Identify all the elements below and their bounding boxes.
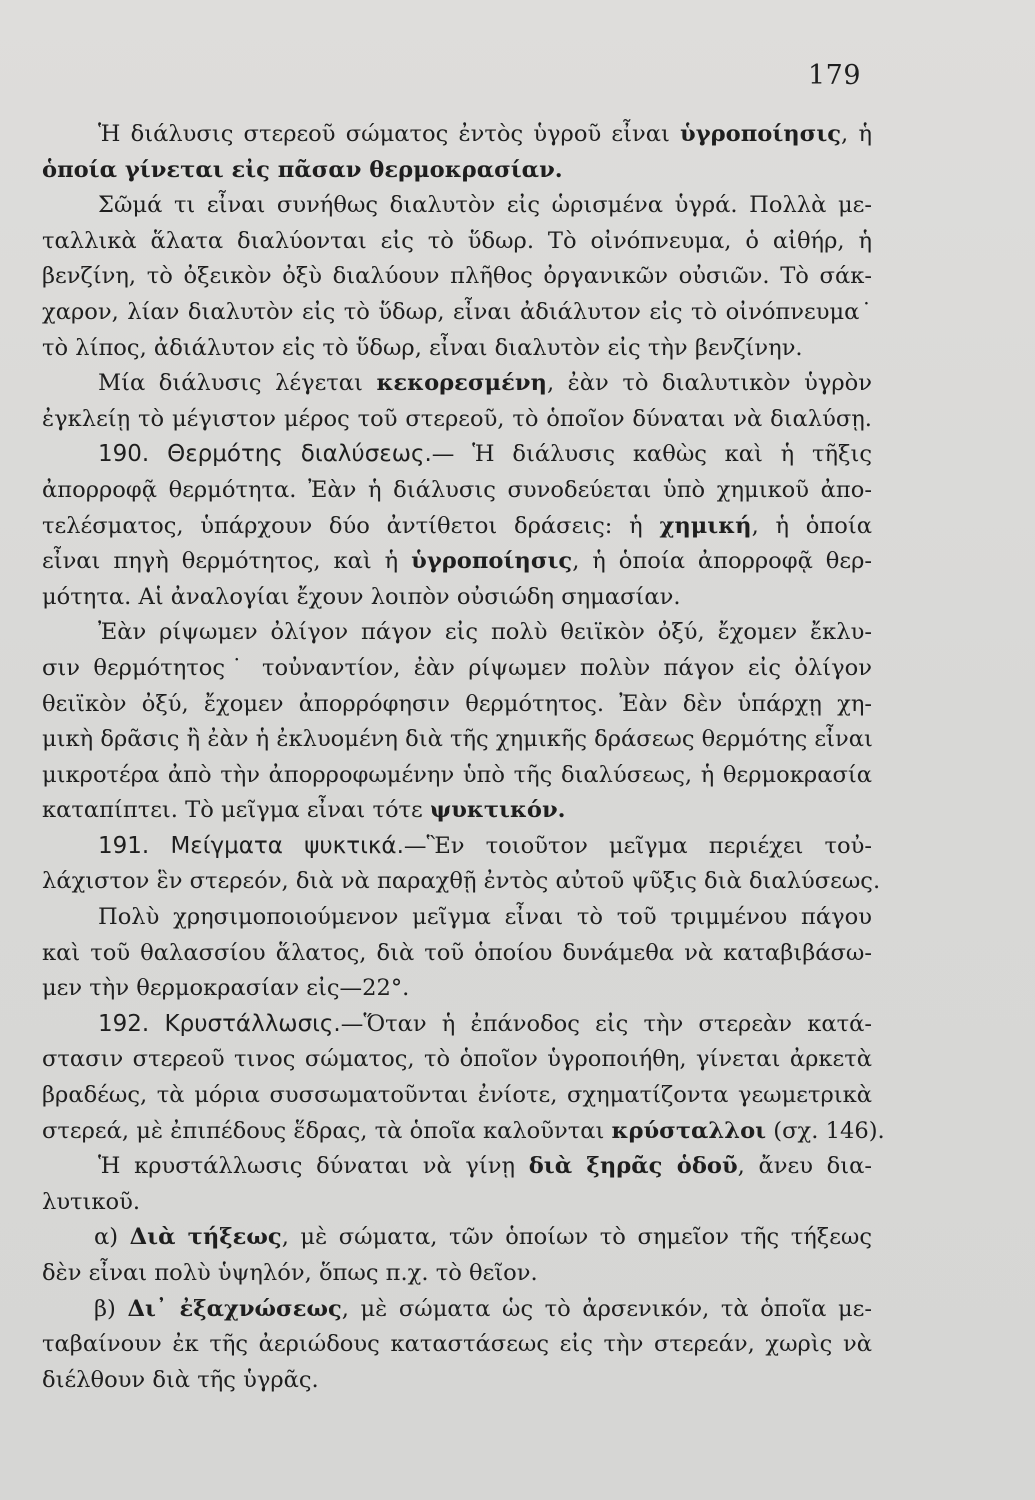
section-heading: 190. Θερμότης διαλύσεως. [98,441,432,468]
text-line [42,971,872,1007]
text-line [42,1185,872,1221]
text-segment: διέλθουν διὰ τῆς ὑγρᾶς. [42,1366,319,1393]
text-segment: βραδέως, τὰ μόρια συσσωματοῦνται ἐνίοτε, σχηματίζοντα γεωμετρικὰ [42,1082,872,1109]
text-segment: στασιν στερεοῦ τινος σώματος, τὸ ὁποῖον ὑγροποιήθη, γίνεται ἀρκετὰ [42,1046,872,1073]
bold-term: ὑγροποίησις [411,548,573,575]
text-line [42,1114,885,1150]
text-segment: , μὲ σώματα ὡς τὸ ἀρσενικόν, τὰ ὁποῖα με- [341,1295,872,1322]
text-line [42,1149,872,1185]
text-line [42,864,881,900]
text-segment: (σχ. 146). [766,1117,885,1144]
text-segment: , μὲ σώματα, τῶν ὁποίων τὸ σημεῖον τῆς τήξεως [281,1224,873,1251]
text-segment: σιν θερμότητος˙ τοὐναντίον, ἐὰν ρίψωμεν πολὺν πάγον εἰς ὀλίγον [42,654,872,681]
text-line [42,331,872,367]
text-line [42,402,872,438]
section-heading: 191. Μείγματα ψυκτικά. [98,832,404,859]
text-segment: βενζίνη, τὸ ὀξεικὸν ὀξὺ διαλύουν πλῆθος ὀργανικῶν οὐσιῶν. Τὸ σάκ- [42,263,872,290]
bold-term: ὁποία γίνεται εἰς πᾶσαν θερμοκρασίαν. [42,156,563,183]
text-segment: , ἡ ὁποία [751,512,872,539]
text-segment: , ἡ [841,121,872,147]
text-line [42,722,872,758]
text-line [42,437,872,473]
text-segment: ἐγκλείῃ τὸ μέγιστον μέρος τοῦ στερεοῦ, τὸ ὁποῖον δύναται νὰ διαλύσῃ. [42,405,872,432]
bold-term: κεκορεσμένη [376,370,547,397]
text-line [42,473,872,509]
text-line [42,1363,872,1399]
text-line [42,259,872,295]
text-segment: ἀπορροφᾷ θερμότητα. Ἐὰν ἡ διάλυσις συνοδεύεται ὑπὸ χημικοῦ ἀπο- [42,476,872,503]
text-segment: Μία διάλυσις λέγεται [98,370,377,397]
text-line [42,1078,872,1114]
text-segment: μεν τὴν θερμοκρασίαν εἰς—22°. [42,975,410,1002]
text-line [42,615,872,651]
bold-term: Διὰ τήξεως [129,1224,282,1251]
text-segment: , ἐὰν τὸ διαλυτικὸν ὑγρὸν [546,370,872,397]
text-segment: τελέσματος, ὑπάρχουν δύο ἀντίθετοι δράσεις: ἡ [42,512,660,539]
text-line [42,509,872,545]
text-segment: καταπίπτει. Τὸ μεῖγμα εἶναι τότε [42,797,430,824]
text-segment: Ἡ διάλυσις στερεοῦ σώματος ἐντὸς ὑγροῦ εἶναι [98,121,681,147]
text-line [42,793,872,829]
text-segment: χαρον, λίαν διαλυτὸν εἰς τὸ ὕδωρ, εἶναι ἀδιάλυτον εἰς τὸ οἰνόπνευμα˙ [42,298,872,325]
text-segment: τὸ λίπος, ἀδιάλυτον εἰς τὸ ὕδωρ, εἶναι διαλυτὸν εἰς τὴν βενζίνην. [42,334,803,361]
text-line [42,117,872,153]
page-number: 179 [808,60,862,91]
text-segment: καὶ τοῦ θαλασσίου ἅλατος, διὰ τοῦ ὁποίου δυνάμεθα νὰ καταβιβάσω- [42,939,872,966]
text-line [42,758,872,794]
text-line [42,295,872,331]
bold-term: ὑγροποίησις [680,121,842,147]
text-segment: ταβαίνουν ἐκ τῆς ἀεριώδους καταστάσεως εἰς τὴν στερεάν, χωρὶς νὰ [42,1331,872,1358]
text-line [42,1292,872,1328]
text-line [42,687,872,723]
text-segment: Πολὺ χρησιμοποιούμενον μεῖγμα εἶναι τὸ τοῦ τριμμένου πάγου [98,904,872,931]
text-line [42,900,872,936]
section-heading: 192. Κρυστάλλωσις. [98,1010,341,1037]
body-text [42,117,885,1398]
text-segment: Ἡ κρυστάλλωσις δύναται νὰ γίνῃ [98,1153,529,1180]
text-line [42,153,872,189]
text-segment: — Ἡ διάλυσις καθὼς καὶ ἡ τῆξις [431,441,872,468]
text-segment: μικροτέρα ἀπὸ τὴν ἀπορροφωμένην ὑπὸ τῆς διαλύσεως, ἡ θερμοκρασία [42,761,872,788]
text-segment: λυτικοῦ. [42,1188,141,1215]
text-line [42,366,872,402]
text-line [42,544,872,580]
text-segment: Σῶμά τι εἶναι συνήθως διαλυτὸν εἰς ὡρισμένα ὑγρά. Πολλὰ με- [98,192,872,219]
bold-term: διὰ ξηρᾶς ὁδοῦ [528,1153,738,1180]
text-line [42,829,872,865]
text-line [42,580,872,616]
text-line [42,651,872,687]
text-segment: ταλλικὰ ἅλατα διαλύονται εἰς τὸ ὕδωρ. Τὸ οἰνόπνευμα, ὁ αἰθήρ, ἡ [42,227,872,254]
text-segment: —Ἓν τοιοῦτον μεῖγμα περιέχει τοὐ- [403,832,872,859]
text-line [42,188,872,224]
text-segment: β) [94,1295,128,1322]
text-segment: εἶναι πηγὴ θερμότητος, καὶ ἡ [42,548,412,575]
text-segment: α) [94,1224,130,1251]
text-segment: —Ὅταν ἡ ἐπάνοδος εἰς τὴν στερεὰν κατά- [340,1010,872,1037]
text-segment: στερεά, μὲ ἐπιπέδους ἕδρας, τὰ ὁποῖα καλοῦνται [42,1117,612,1144]
text-segment: Ἐὰν ρίψωμεν ὀλίγον πάγον εἰς πολὺ θειϊκὸν ὀξύ, ἔχομεν ἔκλυ- [98,619,872,646]
bold-term: κρύσταλλοι [611,1117,767,1144]
text-line [42,1256,872,1292]
text-line [42,936,872,972]
text-segment: , ἄνευ δια- [737,1153,872,1180]
text-segment: , ἡ ὁποία ἀπορροφᾷ θερ- [572,548,873,575]
text-line [42,224,872,260]
text-line [42,1220,872,1256]
bold-term: χημική [659,512,752,539]
bold-term: Δι᾽ ἐξαχνώσεως [127,1295,342,1322]
text-segment: δὲν εἶναι πολὺ ὑψηλόν, ὅπως π.χ. τὸ θεῖον. [42,1260,538,1286]
bold-term: ψυκτικόν. [429,797,566,824]
text-segment: μότητα. Αἱ ἀναλογίαι ἔχουν λοιπὸν οὐσιώδη σημασίαν. [42,583,681,610]
text-line [42,1042,872,1078]
text-line [42,1327,872,1363]
text-segment: θειϊκὸν ὀξύ, ἔχομεν ἀπορρόφησιν θερμότητος. Ἐὰν δὲν ὑπάρχῃ χη- [42,690,872,717]
text-line [42,1007,872,1043]
text-segment: λάχιστον ἓν στερεόν, διὰ νὰ παραχθῇ ἐντὸς αὐτοῦ ψῦξις διὰ διαλύσεως. [42,868,881,895]
text-segment: μικὴ δρᾶσις ἢ ἐὰν ἡ ἐκλυομένη διὰ τῆς χημικῆς δράσεως θερμότης εἶναι [42,726,873,753]
